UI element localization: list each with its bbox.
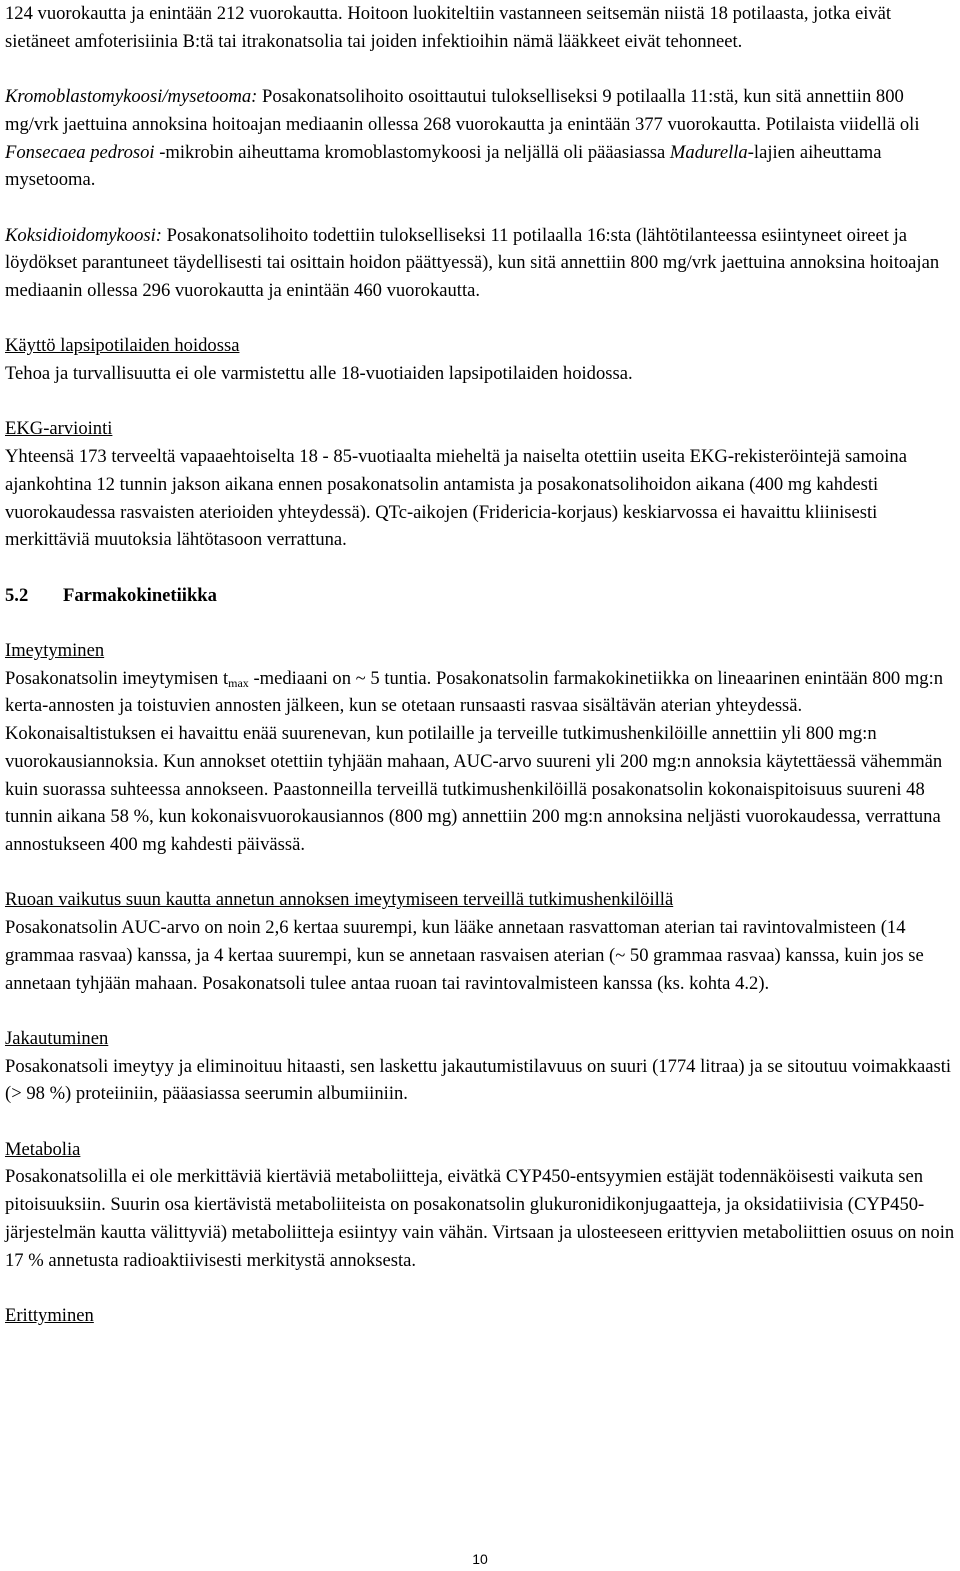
section-title: Farmakokinetiikka [63, 584, 217, 606]
section-number: 5.2 [5, 584, 29, 606]
heading-excretion: Erittyminen [5, 1304, 94, 1326]
subscript-max: max [228, 675, 249, 690]
paragraph-food-effect: Posakonatsolin AUC-arvo on noin 2,6 kertaa suurempi, kun lääke annetaan rasvattoman aterian tai ravintovalmisteen (14 grammaa rasvaa) kanssa, ja 4 kertaa suurempi, kun se annetaan rasvaisen aterian (~ 50 grammaa rasvaa) kanssa, kuin jos se annetaan tyhjään mahaan. Posakonatsoli tulee antaa ruoan tai ravintovalmisteen kanssa (ks. kohta 4.2). [5, 917, 924, 994]
heading-ekg: EKG-arviointi [5, 418, 113, 440]
paragraph-pediatric-use: Tehoa ja turvallisuutta ei ole varmistettu alle 18-vuotiaiden lapsipotilaiden hoidossa. [5, 363, 633, 385]
heading-metabolism: Metabolia [5, 1138, 81, 1160]
label-coccidioidomycosis: Koksidioidomykoosi: [5, 224, 162, 246]
page-number: 10 [472, 1551, 488, 1567]
paragraph-efficacy-continued: 124 vuorokautta ja enintään 212 vuorokautta. Hoitoon luokiteltiin vastanneen seitsemän niistä 18 potilaasta, jotka eivät sietäneet amfoterisiinia B:tä tai itrakonatsolia tai joiden infektioihin nämä lääkkeet eivät tehonneet. [5, 3, 892, 52]
paragraph-metabolism: Posakonatsolilla ei ole merkittäviä kiertäviä metaboliitteja, eivätkä CYP450-entsyymien estäjät todennäköisesti vaikuta sen pitoisuuksiin. Suurin osa kiertävistä metaboliiteista on posakonatsolin glukuronidikonjugaatteja, ja oksidatiivisia (CYP450-järjestelmän kautta välittyviä) metaboliitteja esiintyy vain vähän. Virtsaan ja ulosteeseen erittyvien metaboliittien osuus on noin 17 % annetusta radioaktiivisesti merkitystä annoksesta. [5, 1166, 955, 1271]
organism-madurella: Madurella [669, 141, 748, 163]
heading-absorption: Imeytyminen [5, 640, 105, 662]
heading-distribution: Jakautuminen [5, 1027, 109, 1049]
section-heading-pharmacokinetics [5, 582, 957, 610]
paragraph-chromoblastomycosis: Kromoblastomykoosi/mysetooma: Posakonatsolihoito osoittautui tulokselliseksi 9 potilaalla 11:stä, kun sitä annettiin 800 mg/vrk jaettuina annoksina hoitoajan mediaanin ollessa 268 vuorokautta ja enintään 377 vuorokautta. Potilaista viidellä oli Fonsecaea pedrosoi -mikrobin aiheuttama kromoblastomykoosi ja neljällä oli pääasiassa Madurella-lajien aiheuttama mysetooma. [5, 86, 920, 191]
heading-food-effect: Ruoan vaikutus suun kautta annetun annoksen imeytymiseen terveillä tutkimushenkilöillä [5, 889, 674, 911]
paragraph-distribution: Posakonatsoli imeytyy ja eliminoituu hitaasti, sen laskettu jakautumistilavuus on suuri (1774 litraa) ja se sitoutuu voimakkaasti (> 98 %) proteiiniin, pääasiassa seerumin albumiiniin. [5, 1055, 952, 1105]
paragraph-ekg: Yhteensä 173 terveeltä vapaaehtoiselta 18 - 85-vuotiaalta mieheltä ja naiselta otettiin useita EKG-rekisteröintejä samoina ajankohtina 12 tunnin jakson aikana ennen posakonatsolin antamista ja posakonatsolihoidon aikana (400 mg kahdesti vuorokaudessa rasvaisten aterioiden yhteydessä). QTc-aikojen (Fridericia-korjaus) keskiarvossa ei havaittu kliinisesti merkittäviä muutoksia lähtötasoon verrattuna. [5, 446, 907, 551]
paragraph-coccidioidomycosis: Koksidioidomykoosi: Posakonatsolihoito todettiin tulokselliseksi 11 potilaalla 16:sta (lähtötilanteessa esiintyneet oireet ja löydökset parantuneet täydellisesti tai osittain hoidon päättyessä), kun sitä annettiin 800 mg/vrk jaettuina annoksina hoitoajan mediaanin ollessa 296 vuorokautta ja enintään 460 vuorokautta. [5, 224, 940, 301]
paragraph-absorption: Posakonatsolin imeytymisen $t_{max}$ -mediaani on ~ 5 tuntia. Posakonatsolin farmakokinetiikka on lineaarinen enintään 800 mg:n kerta-annosten ja toistuvien annosten jälkeen, kun se otetaan runsaasti rasvaa sisältävän aterian yhteydessä. Kokonaisaltistuksen ei havaittu enää suurenevan, kun potilaille ja terveille tutkimushenkilöille annettiin yli 800 mg:n vuorokausiannoksia. Kun annokset otettiin tyhjään mahaan, AUC-arvo suureni yli 200 mg:n annoksia käytettäessä vähemmän kuin suorassa suhteessa annokseen. Paastonneilla terveillä tutkimushenkilöillä posakonatsolin kokonaispitoisuus suureni 48 tunnin aikana 58 %, kun kokonaisvuorokausiannos (800 mg) annettiin 200 mg:n annoksina neljästi vuorokaudessa, verrattuna annostukseen 400 mg kahdesti päivässä. [5, 667, 944, 855]
label-chromoblastomycosis: Kromoblastomykoosi/mysetooma: [5, 86, 258, 108]
document-page [5, 0, 957, 1330]
heading-pediatric-use: Käyttö lapsipotilaiden hoidossa [5, 335, 240, 357]
organism-fonsecaea: Fonsecaea pedrosoi [5, 141, 155, 163]
